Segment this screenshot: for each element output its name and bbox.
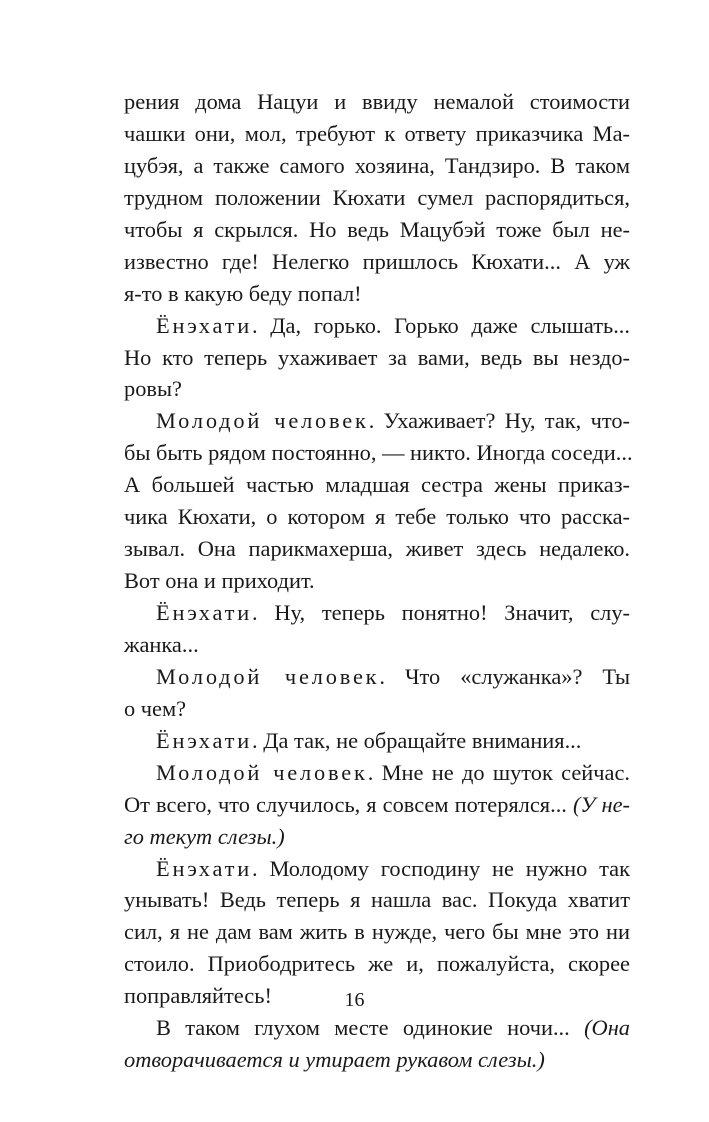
text-line: бы быть рядом постоянно, — никто. Иногда соседи... [124,440,633,466]
text-line: цубэя, а также самого хозяина, Тандзиро. В таком [124,152,630,178]
speaker-name: Молодой человек [156,759,368,785]
text-line: я-то в какую беду попал! [124,280,362,306]
text-line: о чем? [124,695,187,721]
speaker-name: Ёнэхати [156,855,253,881]
stage-direction: го текут слезы.) [124,823,285,849]
text-line: поправляйтесь! [124,983,272,1009]
text-line: чика Кюхати, о котором я тебе только что расска- [124,504,630,530]
speaker-name: Ёнэхати [156,312,253,338]
text-line: Но кто теперь ухаживает за вами, ведь вы нездо- [124,344,630,370]
text-line: трудном положении Кюхати сумел распорядиться, [124,184,630,210]
text-line: жанка... [124,631,199,657]
speaker-name: Ёнэхати [156,727,253,753]
text-line: стоило. Приободритесь же и, пожалуйста, скорее [124,951,630,977]
text-line: рения дома Нацуи и ввиду немалой стоимости [124,89,630,114]
text-line: Вот она и приходит. [124,568,315,594]
text-line: ровы? [124,376,182,402]
text-line: Ёнэхати. Молодому господину не нужно так [156,855,630,881]
text-line: От всего, что случилось, я совсем потерялся... (У не- [124,791,631,817]
text-line: Ёнэхати. Да, горько. Горько даже слышать... [156,312,630,338]
text-line: Молодой человек. Мне не до шуток сейчас. [156,759,631,785]
text-line: чтобы я скрылся. Но ведь Мацубэй тоже был не- [124,216,630,242]
stage-direction: (Она [584,1015,630,1041]
text-line: сил, я не дам вам жить в нужде, чего бы мне это ни [124,919,630,945]
text-line: зывал. Она парикмахерша, живет здесь недалеко. [124,536,630,562]
speaker-name: Ёнэхати [156,600,253,625]
stage-direction: (У не- [572,791,631,817]
speaker-name: Молодой человек [156,663,380,689]
text-line: известно где! Нелегко пришлось Кюхати... А уж [124,248,630,274]
speaker-name: Молодой человек [156,408,369,434]
stage-direction: отворачивается и утирает рукавом слезы.) [124,1047,545,1073]
text-line: Ёнэхати. Да так, не обращайте внимания... [156,727,582,753]
text-line: Ёнэхати. Ну, теперь понятно! Значит, слу- [156,600,630,625]
text-line: В таком глухом месте одинокие ночи... (Она [156,1015,630,1041]
text-line: чашки они, мол, требуют к ответу приказчика Ма- [124,120,630,146]
page-text [124,86,633,1076]
text-line: Молодой человек. Ухаживает? Ну, так, что- [156,408,630,434]
text-line: Молодой человек. Что «служанка»? Ты [156,663,630,689]
text-line: А большей частью младшая сестра жены приказ- [124,472,630,498]
page-number: 16 [344,989,365,1011]
text-line: унывать! Ведь теперь я нашла вас. Покуда хватит [124,887,630,913]
